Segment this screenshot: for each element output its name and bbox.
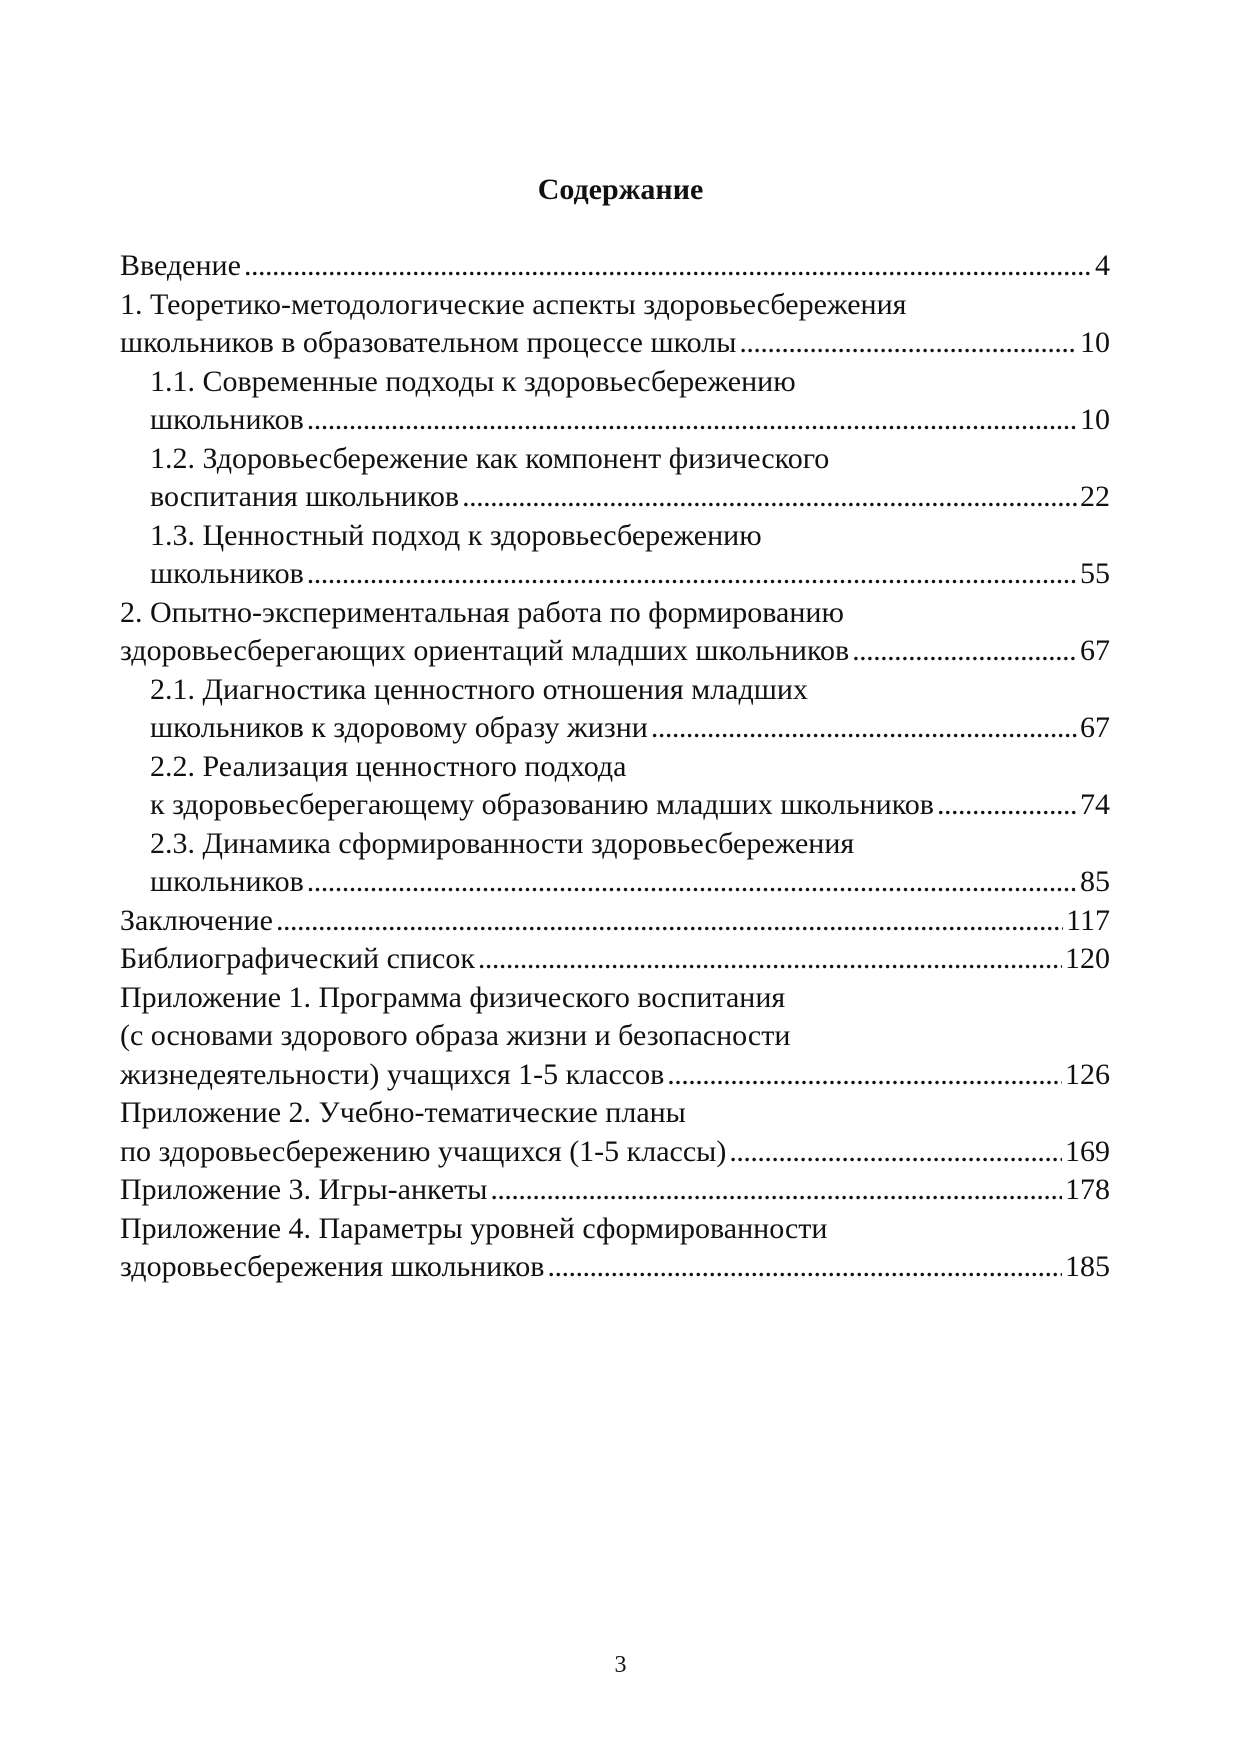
toc-line bbox=[120, 401, 1110, 440]
table-of-contents bbox=[120, 247, 1110, 1287]
toc-line bbox=[120, 709, 1110, 748]
dot-leader bbox=[276, 902, 1063, 941]
dot-leader bbox=[729, 1133, 1062, 1172]
toc-line bbox=[120, 555, 1110, 594]
toc-entry-text: 2. Опытно-экспериментальная работа по формированию bbox=[120, 595, 844, 629]
toc-entry-text: к здоровьесберегающему образованию младших школьников bbox=[150, 788, 934, 821]
toc-entry-text: по здоровьесбережению учащихся (1-5 классы) bbox=[120, 1134, 727, 1168]
toc-page-number: 67 bbox=[1080, 711, 1110, 744]
toc-entry-text: школьников в образовательном процессе школы bbox=[120, 326, 737, 359]
dot-leader bbox=[667, 1056, 1062, 1095]
toc-line bbox=[120, 671, 1110, 710]
toc-entry-text: Приложение 2. Учебно-тематические планы bbox=[120, 1096, 686, 1129]
toc-page-number: 178 bbox=[1065, 1173, 1110, 1206]
toc-entry-text: 2.2. Реализация ценностного подхода bbox=[150, 749, 627, 783]
toc-line bbox=[120, 1210, 1110, 1249]
toc-page-number: 169 bbox=[1065, 1134, 1110, 1168]
toc-line bbox=[120, 979, 1110, 1018]
toc-entry-text: воспитания школьников bbox=[150, 480, 460, 513]
toc-page-number: 85 bbox=[1080, 865, 1110, 898]
toc-entry-text: 2.1. Диагностика ценностного отношения младших bbox=[150, 672, 808, 706]
toc-line bbox=[120, 825, 1110, 864]
toc-page-number: 117 bbox=[1066, 903, 1110, 937]
toc-line bbox=[120, 863, 1110, 902]
toc-page-number: 74 bbox=[1080, 788, 1110, 821]
toc-line bbox=[120, 324, 1110, 363]
toc-entry-text: школьников к здоровому образу жизни bbox=[150, 711, 648, 744]
toc-line bbox=[120, 1133, 1110, 1172]
dot-leader bbox=[547, 1248, 1062, 1287]
toc-line bbox=[120, 1017, 1110, 1056]
toc-entry-text: (с основами здорового образа жизни и безопасности bbox=[120, 1019, 791, 1052]
toc-page-number: 120 bbox=[1065, 942, 1110, 975]
dot-leader bbox=[651, 709, 1077, 748]
toc-line bbox=[120, 1056, 1110, 1095]
dot-leader bbox=[478, 940, 1062, 979]
toc-entry-text: школьников bbox=[150, 865, 304, 898]
dot-leader bbox=[462, 478, 1077, 517]
toc-page-number: 10 bbox=[1080, 403, 1110, 436]
toc-line bbox=[120, 363, 1110, 402]
toc-line bbox=[120, 1094, 1110, 1133]
toc-line bbox=[120, 478, 1110, 517]
dot-leader bbox=[852, 632, 1077, 671]
toc-entry-text: школьников bbox=[150, 557, 304, 590]
page-title: Содержание bbox=[537, 173, 704, 206]
toc-entry-text: Введение bbox=[120, 249, 241, 282]
dot-leader bbox=[739, 324, 1077, 363]
toc-entry-text: Приложение 3. Игры-анкеты bbox=[120, 1173, 488, 1206]
toc-entry-text: Приложение 1. Программа физического воспитания bbox=[120, 980, 786, 1014]
toc-entry-text: 1. Теоретико-методологические аспекты здоровьесбережения bbox=[120, 287, 907, 321]
dot-leader bbox=[244, 247, 1092, 286]
toc-entry-text: Приложение 4. Параметры уровней сформированности bbox=[120, 1211, 828, 1245]
toc-line bbox=[120, 1171, 1110, 1210]
toc-page-number: 10 bbox=[1080, 326, 1110, 359]
toc-entry-text: 1.1. Современные подходы к здоровьесбережению bbox=[150, 364, 796, 398]
toc-line bbox=[120, 517, 1110, 556]
dot-leader bbox=[307, 863, 1077, 902]
toc-line bbox=[120, 1248, 1110, 1287]
toc-page-number: 126 bbox=[1065, 1057, 1110, 1091]
dot-leader bbox=[937, 786, 1077, 825]
toc-entry-text: 1.2. Здоровьесбережение как компонент физического bbox=[150, 441, 830, 475]
dot-leader bbox=[307, 401, 1077, 440]
toc-entry-text: здоровьесберегающих ориентаций младших школьников bbox=[120, 634, 850, 667]
dot-leader bbox=[307, 555, 1077, 594]
toc-entry-text: здоровьесбережения школьников bbox=[120, 1250, 545, 1283]
toc-line bbox=[120, 247, 1110, 286]
toc-line bbox=[120, 748, 1110, 787]
toc-page-number: 22 bbox=[1080, 480, 1110, 513]
toc-line bbox=[120, 940, 1110, 979]
toc-line bbox=[120, 440, 1110, 479]
toc-entry-text: 1.3. Ценностный подход к здоровьесбережению bbox=[150, 518, 762, 552]
toc-line bbox=[120, 632, 1110, 671]
toc-entry-text: Библиографический список bbox=[120, 942, 475, 975]
toc-page-number: 67 bbox=[1080, 634, 1110, 667]
toc-line bbox=[120, 902, 1110, 941]
page-number: 3 bbox=[614, 1652, 627, 1678]
toc-entry-text: школьников bbox=[150, 403, 304, 436]
toc-line bbox=[120, 786, 1110, 825]
dot-leader bbox=[490, 1171, 1062, 1210]
toc-page-number: 4 bbox=[1095, 249, 1110, 282]
toc-entry-text: 2.3. Динамика сформированности здоровьесбережения bbox=[150, 826, 855, 860]
toc-line bbox=[120, 594, 1110, 633]
toc-page-number: 185 bbox=[1065, 1250, 1110, 1283]
toc-entry-text: жизнедеятельности) учащихся 1-5 классов bbox=[120, 1057, 665, 1091]
toc-page-number: 55 bbox=[1080, 557, 1110, 590]
toc-entry-text: Заключение bbox=[120, 903, 273, 937]
toc-line bbox=[120, 286, 1110, 325]
